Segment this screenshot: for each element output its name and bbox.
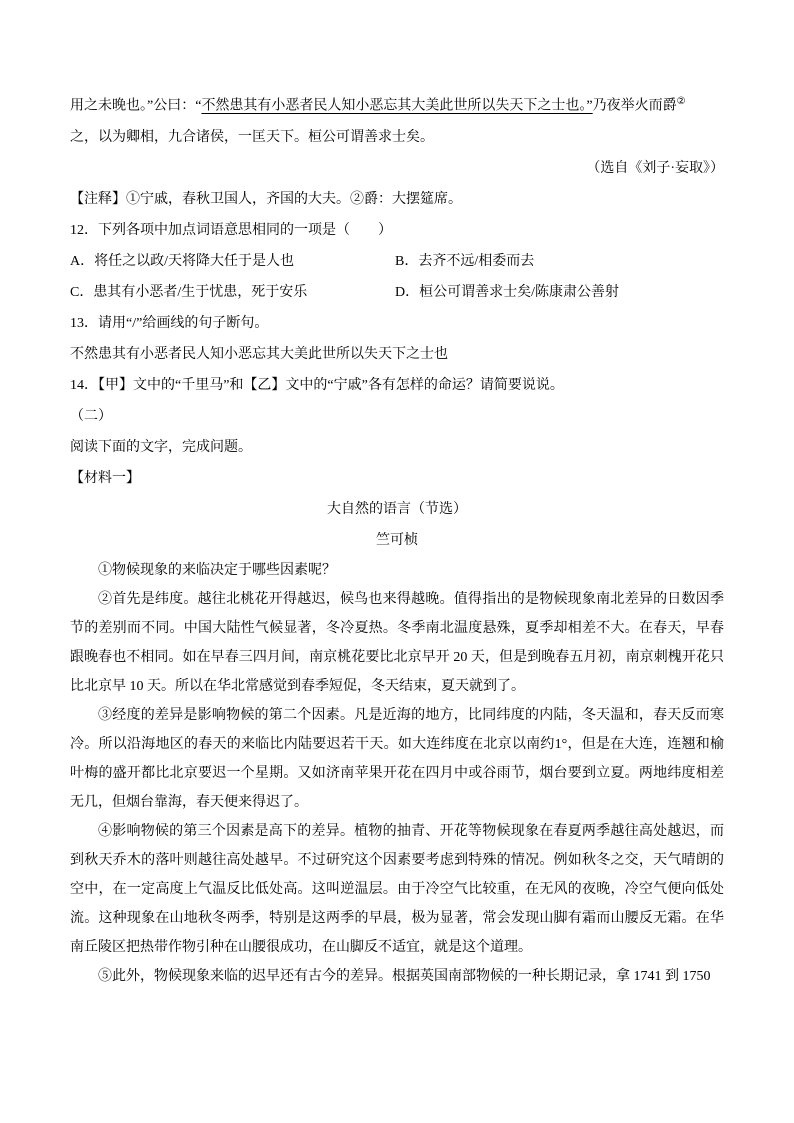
material-1-section [70,494,724,991]
passage-line-2: 之，以为卿相，九合诸侯，一匡天下。桓公可谓善求士矣。 [70,129,434,145]
material-title: 大自然的语言（节选） [327,501,467,517]
question-13-sentence: 不然患其有小恶者民人知小恶忘其大美此世所以失天下之士也 [70,346,448,362]
option-c: C．患其有小恶者/生于忧患，死于安乐 [70,284,308,300]
material-paragraph-4: ④影响物候的第三个因素是高下的差异。植物的抽青、开花等物候现象在春夏两季越往高处越迟，而到秋天乔木的落叶则越往高处越早。不过研究这个因素要考虑到特殊的情况。例如秋冬之交，天气晴朗的空中，在一定高度上气温反比低处高。这叫逆温层。由于冷空气比较重，在无风的夜晚，冷空气便向低处流。这种现象在山地秋冬两季，特别是这两季的早晨，极为显著，常会发现山脚有霜而山腰反无霜。在华南丘陵区把热带作物引种在山腰很成功，在山脚反不适宜，就是这个道理。 [70,823,724,955]
passage-text: 乃夜举火而爵 [592,98,677,114]
material-paragraph-3: ③经度的差异是影响物候的第二个因素。凡是近海的地方，比同纬度的内陆，冬天温和，春天反而寒冷。所以沿海地区的春天的来临比内陆要迟若干天。如大连纬度在北京以南约1°，但是在大连，连翘和榆叶梅的盛开都比北京要迟一个星期。又如济南苹果开花在四月中或谷雨节，烟台要到立夏。两地纬度相差无几，但烟台靠海，春天便来得迟了。 [70,707,724,810]
classical-passage-section [70,86,724,494]
material-paragraph-2: ②首先是纬度。越往北桃花开得越迟，候鸟也来得越晚。值得指出的是物候现象南北差异的日数因季节的差别而不同。中国大陆性气候显著，冬冷夏热。冬季南北温度悬殊，夏季却相差不大。在春天，早春跟晚春也不相同。如在早春三四月间，南京桃花要比北京早开 20 天，但是到晚春五月初，南京刺槐开花只比北京早 10 天。所以在华北常感觉到春季短促，冬天结束，夏天就到了。 [70,591,724,694]
passage-source: （选自《刘子·妄取》） [586,160,724,176]
question-12: 12．下列各项中加点词语意思相同的一项是（ ） [70,222,392,238]
option-d: D．桓公可谓善求士矣/陈康肃公善射 [395,284,619,300]
material-paragraph-1: ①物候现象的来临决定于哪些因素呢？ [98,562,336,578]
material-paragraph-5: ⑤此外，物候现象来临的迟早还有古今的差异。根据英国南部物候的一种长期记录，拿 1741 到 1750 [98,968,711,984]
passage-text: 用之未晚也。”公曰：“ [70,98,202,114]
option-a: A．将任之以政/天将降大任于是人也 [70,253,294,269]
option-b: B．去齐不远/相委而去 [395,253,535,269]
question-13: 13．请用“/”给画线的句子断句。 [70,315,269,331]
options-row-cd [70,277,724,308]
underlined-sentence: 不然患其有小恶者民人知小恶忘其大美此世所以失天下之士也。” [201,98,593,114]
material-author: 竺可桢 [376,532,418,548]
section-2-instruction: 阅读下面的文字，完成问题。 [70,439,252,455]
material-1-label: 【材料一】 [70,470,140,486]
options-row-ab [70,246,724,277]
section-2-label: （二） [70,408,112,424]
question-14: 14．【甲】文中的“千里马”和【乙】文中的“宁戚”各有怎样的命运？请简要说说。 [70,377,564,393]
passage-line-1 [70,86,724,122]
footnote-marker: ② [676,96,686,107]
passage-notes: 【注释】①宁戚，春秋卫国人，齐国的大夫。②爵：大摆筵席。 [70,191,462,207]
